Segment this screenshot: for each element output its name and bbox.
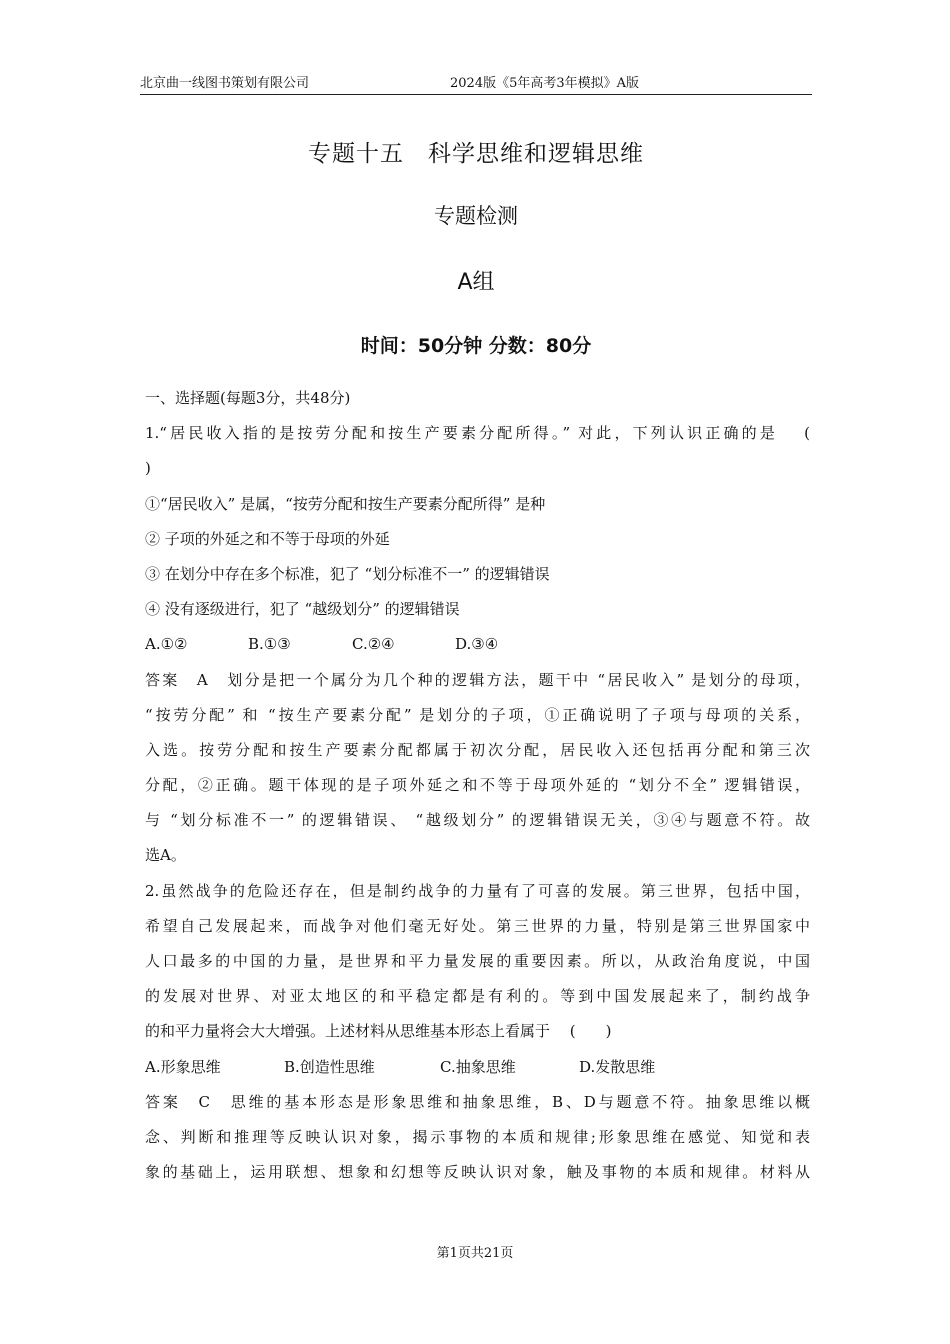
q1-item: ③ 在划分中存在多个标准，犯了 “划分标准不一” 的逻辑错误: [145, 564, 550, 583]
q2-stem: 的和平力量将会大大增强。上述材料从思维基本形态上看属于 ( ): [145, 1022, 612, 1041]
q2-option-a: A.形象思维: [145, 1057, 221, 1076]
header-edition: 2024版《5年高考3年模拟》A版: [450, 76, 640, 91]
time-score: 时间：50分钟 分数：80分: [360, 335, 592, 357]
q1-answer: 入选。按劳分配和按生产要素分配都属于初次分配，居民收入还包括再分配和第三次: [145, 740, 810, 759]
q1-answer: 与 “划分标准不一” 的逻辑错误、 “越级划分” 的逻辑错误无关，③④与题意不符。故: [145, 811, 810, 830]
document-body: [145, 381, 810, 1190]
q2-option-b: B.创造性思维: [284, 1057, 375, 1076]
q1-item: ② 子项的外延之和不等于母项的外延: [145, 529, 390, 548]
q2-option-c: C.抽象思维: [440, 1057, 516, 1076]
q2-option-d: D.发散思维: [579, 1057, 656, 1076]
q1-answer: 答案 A 划分是把一个属分为几个种的逻辑方法，题干中 “居民收入” 是划分的母项，: [145, 670, 810, 689]
q1-item: ①“居民收入” 是属，“按劳分配和按生产要素分配所得” 是种: [145, 494, 546, 513]
q1-stem-paren: ): [145, 459, 151, 478]
q1-option-d: D.③④: [455, 635, 499, 654]
page-footer: 第1页共21页: [436, 1246, 514, 1261]
q1-option-a: A.①②: [145, 635, 188, 654]
q1-stem: 1.“居民收入指的是按劳分配和按生产要素分配所得。” 对此，下列认识正确的是 (: [145, 424, 810, 443]
header-publisher: 北京曲一线图书策划有限公司: [140, 76, 310, 91]
document-title: 专题十五 科学思维和逻辑思维: [308, 141, 644, 167]
page-header: [140, 70, 812, 95]
q1-item: ④ 没有逐级进行，犯了 “越级划分” 的逻辑错误: [145, 600, 460, 619]
q2-options: [145, 1050, 810, 1085]
q2-answer: 念、判断和推理等反映认识对象，揭示事物的本质和规律;形象思维在感觉、知觉和表: [145, 1127, 810, 1146]
q1-options: [145, 627, 810, 662]
q1-option-b: B.①③: [248, 635, 291, 654]
q2-answer: 象的基础上，运用联想、想象和幻想等反映认识对象，触及事物的本质和规律。材料从: [145, 1163, 810, 1182]
q2-stem: 人口最多的中国的力量，是世界和平力量发展的重要因素。所以，从政治角度说，中国: [145, 952, 810, 970]
q2-stem: 的发展对世界、对亚太地区的和平稳定都是有利的。等到中国发展起来了，制约战争: [145, 987, 810, 1006]
q1-answer: “按劳分配” 和 “按生产要素分配” 是划分的子项，①正确说明了子项与母项的关系，: [145, 705, 810, 724]
q1-answer: 分配，②正确。题干体现的是子项外延之和不等于母项外延的 “划分不全” 逻辑错误，: [145, 776, 810, 795]
section-heading: 一、选择题(每题3分，共48分): [145, 389, 351, 407]
document-subtitle: 专题检测: [434, 204, 518, 228]
q2-answer: 答案 C 思维的基本形态是形象思维和抽象思维，B、D与题意不符。抽象思维以概: [145, 1092, 810, 1111]
q2-stem: 希望自己发展起来，而战争对他们毫无好处。第三世界的力量，特别是第三世界国家中: [145, 916, 810, 935]
group-label: A组: [457, 270, 495, 295]
q1-answer: 选A。: [145, 846, 186, 865]
q1-option-c: C.②④: [352, 635, 395, 654]
q2-stem: 2.虽然战争的危险还存在，但是制约战争的力量有了可喜的发展。第三世界，包括中国，: [145, 881, 810, 900]
